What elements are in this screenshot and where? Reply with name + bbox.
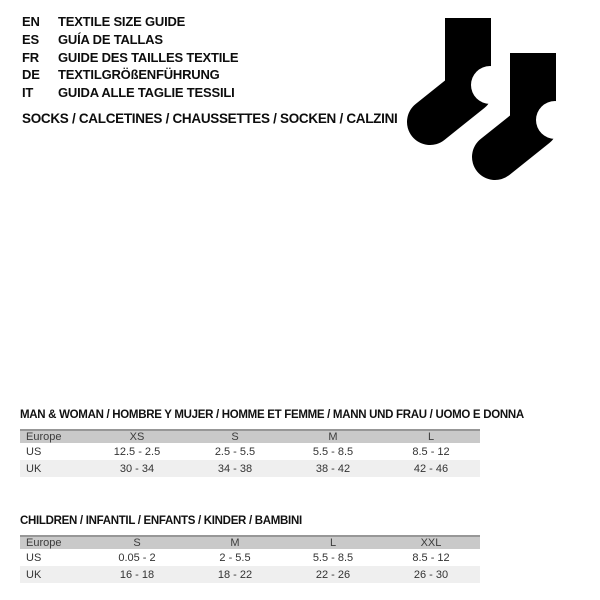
header-cell-region: Europe bbox=[26, 537, 62, 549]
size-cell: 18 - 22 bbox=[217, 568, 253, 581]
size-cell: 2.5 - 5.5 bbox=[214, 445, 256, 458]
size-cell: 42 - 46 bbox=[413, 462, 449, 475]
size-cell: 8.5 - 12 bbox=[412, 445, 450, 458]
language-label: GUIDE DES TAILLES TEXTILE bbox=[58, 49, 239, 65]
size-cell: 22 - 26 bbox=[315, 568, 351, 581]
header-cell-size: S bbox=[231, 431, 239, 443]
language-code: ES bbox=[22, 31, 39, 47]
size-cell: 30 - 34 bbox=[119, 462, 155, 475]
category-line: SOCKS / CALCETINES / CHAUSSETTES / SOCKEN / CALZINI bbox=[22, 111, 398, 126]
size-cell: 16 - 18 bbox=[119, 568, 155, 581]
header-cell-size: S bbox=[133, 537, 141, 549]
language-code: EN bbox=[22, 14, 40, 29]
header-cell-region: Europe bbox=[26, 431, 62, 443]
table-row-us bbox=[20, 549, 480, 566]
size-cell: 0.05 - 2 bbox=[118, 551, 156, 564]
language-code: FR bbox=[22, 49, 39, 65]
language-label: TEXTILE SIZE GUIDE bbox=[58, 14, 186, 29]
size-cell: 2 - 5.5 bbox=[219, 551, 251, 564]
size-cell: 8.5 - 12 bbox=[412, 551, 450, 564]
size-table bbox=[20, 429, 480, 477]
language-code: IT bbox=[22, 85, 34, 101]
size-cell: 12.5 - 2.5 bbox=[113, 445, 161, 458]
language-list bbox=[22, 13, 238, 102]
table-row-us bbox=[20, 443, 480, 460]
table-title: CHILDREN / INFANTIL / ENFANTS / KINDER / BAMBINI bbox=[20, 515, 302, 527]
size-table-man-woman bbox=[20, 409, 524, 477]
table-row-uk bbox=[20, 460, 480, 477]
language-row-es bbox=[22, 31, 238, 49]
table-header-row bbox=[20, 430, 480, 443]
table-row-uk bbox=[20, 566, 480, 583]
language-label: GUÍA DE TALLAS bbox=[58, 31, 163, 47]
language-row-en bbox=[22, 13, 238, 31]
header-cell-size: M bbox=[328, 431, 338, 443]
row-label: US bbox=[26, 445, 42, 458]
header-cell-size: L bbox=[329, 537, 337, 549]
header-cell-size: M bbox=[230, 537, 240, 549]
size-cell: 34 - 38 bbox=[217, 462, 253, 475]
size-cell: 26 - 30 bbox=[413, 568, 449, 581]
language-row-it bbox=[22, 84, 238, 102]
table-title: MAN & WOMAN / HOMBRE Y MUJER / HOMME ET FEMME / MANN UND FRAU / UOMO E DONNA bbox=[20, 409, 524, 421]
size-tables bbox=[20, 409, 524, 583]
header-cell-size: XXL bbox=[420, 537, 442, 549]
size-cell: 5.5 - 8.5 bbox=[312, 551, 354, 564]
language-label: GUIDA ALLE TAGLIE TESSILI bbox=[58, 85, 235, 101]
header-cell-size: XS bbox=[129, 431, 145, 443]
language-label: TEXTILGRÖßENFÜHRUNG bbox=[58, 67, 220, 83]
size-table-children bbox=[20, 515, 480, 583]
language-code: DE bbox=[22, 67, 40, 83]
header-cell-size: L bbox=[427, 431, 435, 443]
language-row-fr bbox=[22, 49, 238, 67]
size-cell: 5.5 - 8.5 bbox=[312, 445, 354, 458]
socks-icon bbox=[395, 5, 600, 185]
row-label: UK bbox=[26, 462, 42, 475]
row-label: US bbox=[26, 551, 42, 564]
size-table bbox=[20, 535, 480, 583]
table-header-row bbox=[20, 536, 480, 549]
language-row-de bbox=[22, 66, 238, 84]
row-label: UK bbox=[26, 568, 42, 581]
size-cell: 38 - 42 bbox=[315, 462, 351, 475]
